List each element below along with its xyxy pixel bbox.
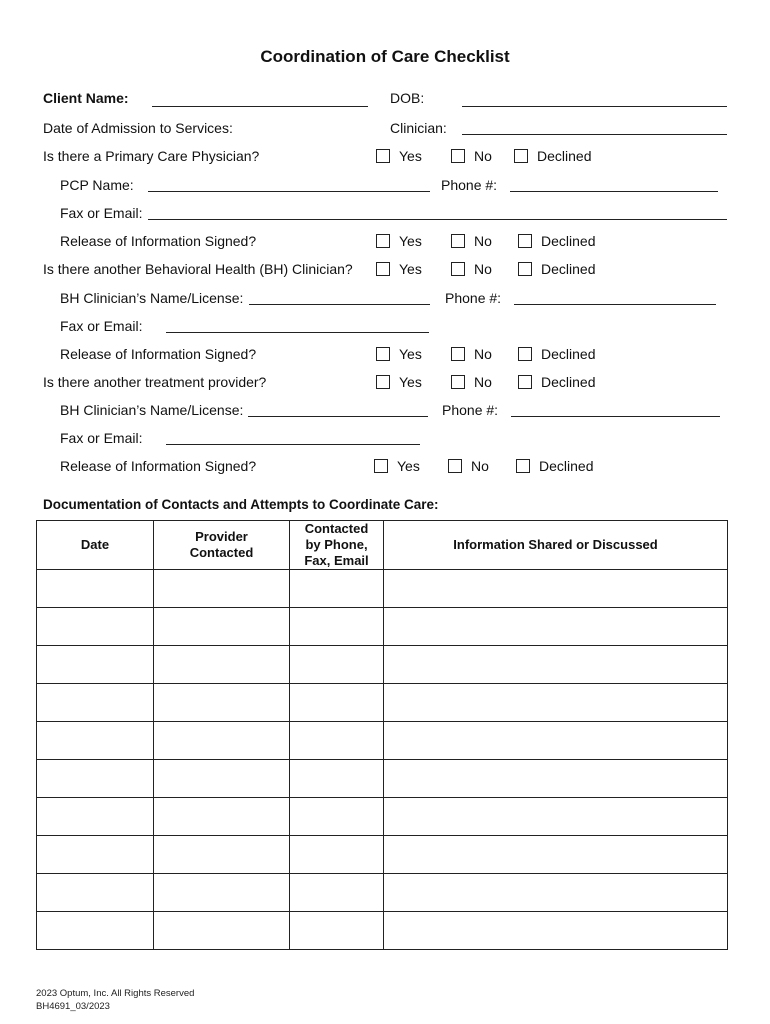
bh-declined-checkbox[interactable] [518, 262, 532, 276]
date-cell[interactable] [37, 684, 154, 722]
pcp-name-field[interactable] [148, 191, 430, 192]
date-cell[interactable] [37, 912, 154, 950]
pcp-no-checkbox[interactable] [451, 149, 465, 163]
treatment-phone-label: Phone #: [442, 402, 499, 418]
client-name-label: Client Name: [43, 90, 129, 106]
bh-release-no-label: No [474, 346, 492, 362]
header-provider-contacted-text: Provider Contacted [189, 529, 254, 560]
info-cell[interactable] [384, 722, 728, 760]
date-cell[interactable] [37, 646, 154, 684]
provider-cell[interactable] [154, 912, 290, 950]
treatment-declined-checkbox[interactable] [518, 375, 532, 389]
treatment-fax-email-field[interactable] [166, 444, 420, 445]
method-cell[interactable] [290, 874, 384, 912]
pcp-phone-field[interactable] [510, 191, 718, 192]
pcp-fax-email-label: Fax or Email: [60, 205, 143, 221]
bh-phone-label: Phone #: [445, 290, 502, 306]
pcp-release-declined-label: Declined [541, 233, 596, 249]
bh-declined-label: Declined [541, 261, 596, 277]
header-information-shared: Information Shared or Discussed [384, 521, 728, 570]
form-id: BH4691_03/2023 [36, 1001, 110, 1012]
pcp-release-no-checkbox[interactable] [451, 234, 465, 248]
bh-release-yes-label: Yes [399, 346, 422, 362]
treatment-question: Is there another treatment provider? [43, 374, 267, 390]
treatment-release-yes-label: Yes [397, 458, 420, 474]
header-contact-method [290, 521, 384, 570]
bh-yes-checkbox[interactable] [376, 262, 390, 276]
bh-release-no-checkbox[interactable] [451, 347, 465, 361]
table-row [37, 684, 728, 722]
info-cell[interactable] [384, 912, 728, 950]
treatment-phone-field[interactable] [511, 416, 720, 417]
pcp-name-label: PCP Name: [60, 177, 134, 193]
treatment-release-no-label: No [471, 458, 489, 474]
pcp-declined-checkbox[interactable] [514, 149, 528, 163]
bh-question: Is there another Behavioral Health (BH) Clinician? [43, 261, 353, 277]
clinician-label: Clinician: [390, 120, 447, 136]
table-row [37, 570, 728, 608]
info-cell[interactable] [384, 760, 728, 798]
bh-fax-email-field[interactable] [166, 332, 429, 333]
info-cell[interactable] [384, 874, 728, 912]
dob-field[interactable] [462, 106, 727, 107]
table-row [37, 760, 728, 798]
treatment-fax-email-label: Fax or Email: [60, 430, 143, 446]
header-date: Date [37, 521, 154, 570]
table-header-row [37, 521, 728, 570]
bh-release-yes-checkbox[interactable] [376, 347, 390, 361]
treatment-release-no-checkbox[interactable] [448, 459, 462, 473]
treatment-name-field[interactable] [248, 416, 428, 417]
header-provider-contacted [154, 521, 290, 570]
treatment-release-declined-label: Declined [539, 458, 594, 474]
bh-no-checkbox[interactable] [451, 262, 465, 276]
date-cell[interactable] [37, 760, 154, 798]
table-row [37, 798, 728, 836]
table-row [37, 608, 728, 646]
admission-date-label: Date of Admission to Services: [43, 120, 233, 136]
clinician-field[interactable] [462, 134, 727, 135]
pcp-release-yes-label: Yes [399, 233, 422, 249]
info-cell[interactable] [384, 608, 728, 646]
method-cell[interactable] [290, 760, 384, 798]
info-cell[interactable] [384, 684, 728, 722]
provider-cell[interactable] [154, 570, 290, 608]
bh-release-declined-label: Declined [541, 346, 596, 362]
table-row [37, 722, 728, 760]
treatment-yes-label: Yes [399, 374, 422, 390]
treatment-no-checkbox[interactable] [451, 375, 465, 389]
pcp-yes-checkbox[interactable] [376, 149, 390, 163]
dob-label: DOB: [390, 90, 425, 106]
table-body [37, 570, 728, 950]
bh-yes-label: Yes [399, 261, 422, 277]
provider-cell[interactable] [154, 836, 290, 874]
method-cell[interactable] [290, 646, 384, 684]
treatment-declined-label: Declined [541, 374, 596, 390]
copyright-text: 2023 Optum, Inc. All Rights Reserved [36, 988, 195, 999]
date-cell[interactable] [37, 570, 154, 608]
date-cell[interactable] [37, 874, 154, 912]
pcp-release-declined-checkbox[interactable] [518, 234, 532, 248]
table-row [37, 874, 728, 912]
treatment-release-declined-checkbox[interactable] [516, 459, 530, 473]
pcp-fax-email-field[interactable] [148, 219, 727, 220]
bh-fax-email-label: Fax or Email: [60, 318, 143, 334]
provider-cell[interactable] [154, 760, 290, 798]
pcp-release-question: Release of Information Signed? [60, 233, 257, 249]
client-name-field[interactable] [152, 106, 368, 107]
method-cell[interactable] [290, 570, 384, 608]
pcp-question: Is there a Primary Care Physician? [43, 148, 260, 164]
treatment-yes-checkbox[interactable] [376, 375, 390, 389]
method-cell[interactable] [290, 836, 384, 874]
treatment-release-question: Release of Information Signed? [60, 458, 257, 474]
treatment-no-label: No [474, 374, 492, 390]
method-cell[interactable] [290, 912, 384, 950]
table-row [37, 836, 728, 874]
date-cell[interactable] [37, 798, 154, 836]
pcp-yes-label: Yes [399, 148, 422, 164]
bh-name-field[interactable] [249, 304, 430, 305]
info-cell[interactable] [384, 798, 728, 836]
table-row [37, 912, 728, 950]
pcp-release-no-label: No [474, 233, 492, 249]
method-cell[interactable] [290, 798, 384, 836]
pcp-phone-label: Phone #: [441, 177, 498, 193]
pcp-release-yes-checkbox[interactable] [376, 234, 390, 248]
info-cell[interactable] [384, 836, 728, 874]
bh-no-label: No [474, 261, 492, 277]
page-title: Coordination of Care Checklist [260, 47, 510, 66]
provider-cell[interactable] [154, 608, 290, 646]
table-row [37, 646, 728, 684]
pcp-declined-label: Declined [537, 148, 592, 164]
info-cell[interactable] [384, 570, 728, 608]
treatment-release-yes-checkbox[interactable] [374, 459, 388, 473]
bh-phone-field[interactable] [514, 304, 716, 305]
documentation-heading: Documentation of Contacts and Attempts to Coordinate Care: [43, 497, 439, 512]
provider-cell[interactable] [154, 684, 290, 722]
contacts-table [36, 520, 728, 950]
provider-cell[interactable] [154, 646, 290, 684]
method-cell[interactable] [290, 722, 384, 760]
pcp-no-label: No [474, 148, 492, 164]
date-cell[interactable] [37, 836, 154, 874]
date-cell[interactable] [37, 722, 154, 760]
method-cell[interactable] [290, 684, 384, 722]
provider-cell[interactable] [154, 798, 290, 836]
date-cell[interactable] [37, 608, 154, 646]
treatment-name-label: BH Clinician’s Name/License: [60, 402, 244, 418]
method-cell[interactable] [290, 608, 384, 646]
header-contact-method-text: Contacted by Phone, Fax, Email [304, 521, 369, 568]
bh-release-question: Release of Information Signed? [60, 346, 257, 362]
bh-release-declined-checkbox[interactable] [518, 347, 532, 361]
provider-cell[interactable] [154, 722, 290, 760]
bh-name-label: BH Clinician’s Name/License: [60, 290, 244, 306]
provider-cell[interactable] [154, 874, 290, 912]
info-cell[interactable] [384, 646, 728, 684]
